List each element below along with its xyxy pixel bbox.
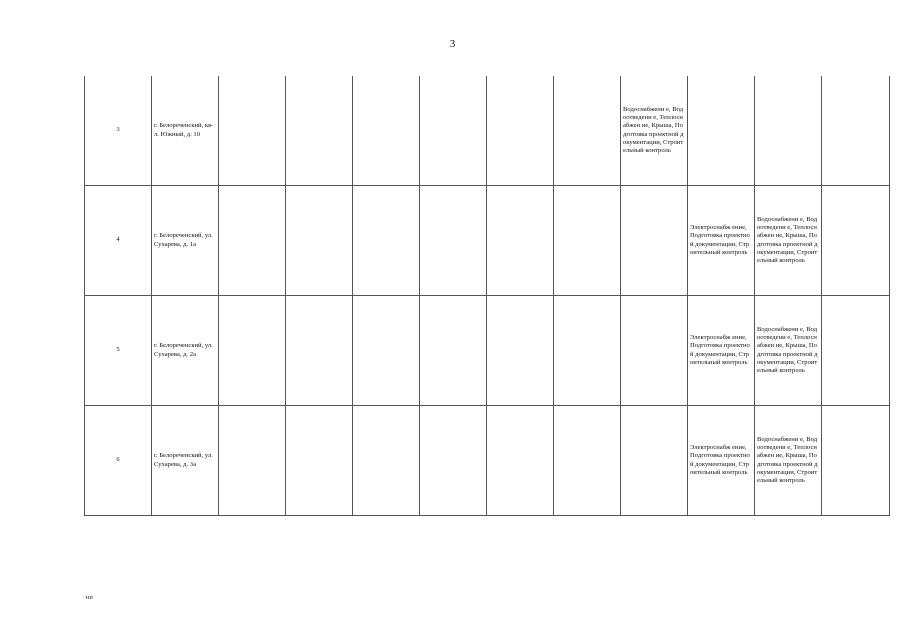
address-cell: г. Белореченский, ул. Сухарева, д. 3а [152,406,219,516]
empty-cell [420,406,487,516]
empty-cell [353,296,420,406]
row-number: 5 [85,296,152,406]
address-cell: г. Белореченский, кв-л. Южный, д. 10 [152,76,219,186]
footer-mark: нп [86,595,94,601]
empty-cell [219,76,286,186]
empty-cell [420,296,487,406]
page-number: 3 [449,38,456,50]
table-row [85,296,890,406]
empty-cell [487,406,554,516]
empty-cell [487,186,554,296]
empty-cell [487,296,554,406]
empty-cell [286,406,353,516]
empty-cell [554,76,621,186]
empty-cell [487,76,554,186]
empty-cell [822,186,890,296]
empty-cell [822,296,890,406]
empty-cell [353,76,420,186]
table-row [85,76,890,186]
works-cell: Водоснабжени е, Водоотведени е, Теплоснабжен ие, Крыша, Подготовка проектной документации, Строительный контроль [621,76,688,186]
empty-cell [286,296,353,406]
empty-cell [554,296,621,406]
empty-cell [420,186,487,296]
works-cell: Электроснабж ение, Подготовка проектной документации, Строительный контроль [688,296,755,406]
empty-cell [822,406,890,516]
works-cell [621,406,688,516]
row-number: 6 [85,406,152,516]
works-cell [621,296,688,406]
works-cell [688,76,755,186]
works-table [84,76,890,516]
empty-cell [554,186,621,296]
empty-cell [286,186,353,296]
works-cell [755,76,822,186]
works-cell: Электроснабж ение, Подготовка проектной документации, Строительный контроль [688,406,755,516]
works-cell: Водоснабжени е, Водоотведени е, Теплоснабжен ие, Крыша, Подготовка проектной документации, Строительный контроль [755,296,822,406]
empty-cell [286,76,353,186]
empty-cell [822,76,890,186]
table-row [85,186,890,296]
works-cell [621,186,688,296]
empty-cell [219,296,286,406]
empty-cell [219,406,286,516]
table-row [85,406,890,516]
empty-cell [219,186,286,296]
works-cell: Водоснабжени е, Водоотведени е, Теплоснабжен ие, Крыша, Подготовка проектной документации, Строительный контроль [755,406,822,516]
empty-cell [554,406,621,516]
empty-cell [420,76,487,186]
empty-cell [353,406,420,516]
works-cell: Электроснабж ение, Подготовка проектной документации, Строительный контроль [688,186,755,296]
empty-cell [353,186,420,296]
address-cell: г. Белореченский, ул. Сухарева, д. 1а [152,186,219,296]
row-number: 3 [85,76,152,186]
row-number: 4 [85,186,152,296]
works-cell: Водоснабжени е, Водоотведени е, Теплоснабжен ие, Крыша, Подготовка проектной документации, Строительный контроль [755,186,822,296]
address-cell: г. Белореченский, ул. Сухарева, д. 2а [152,296,219,406]
